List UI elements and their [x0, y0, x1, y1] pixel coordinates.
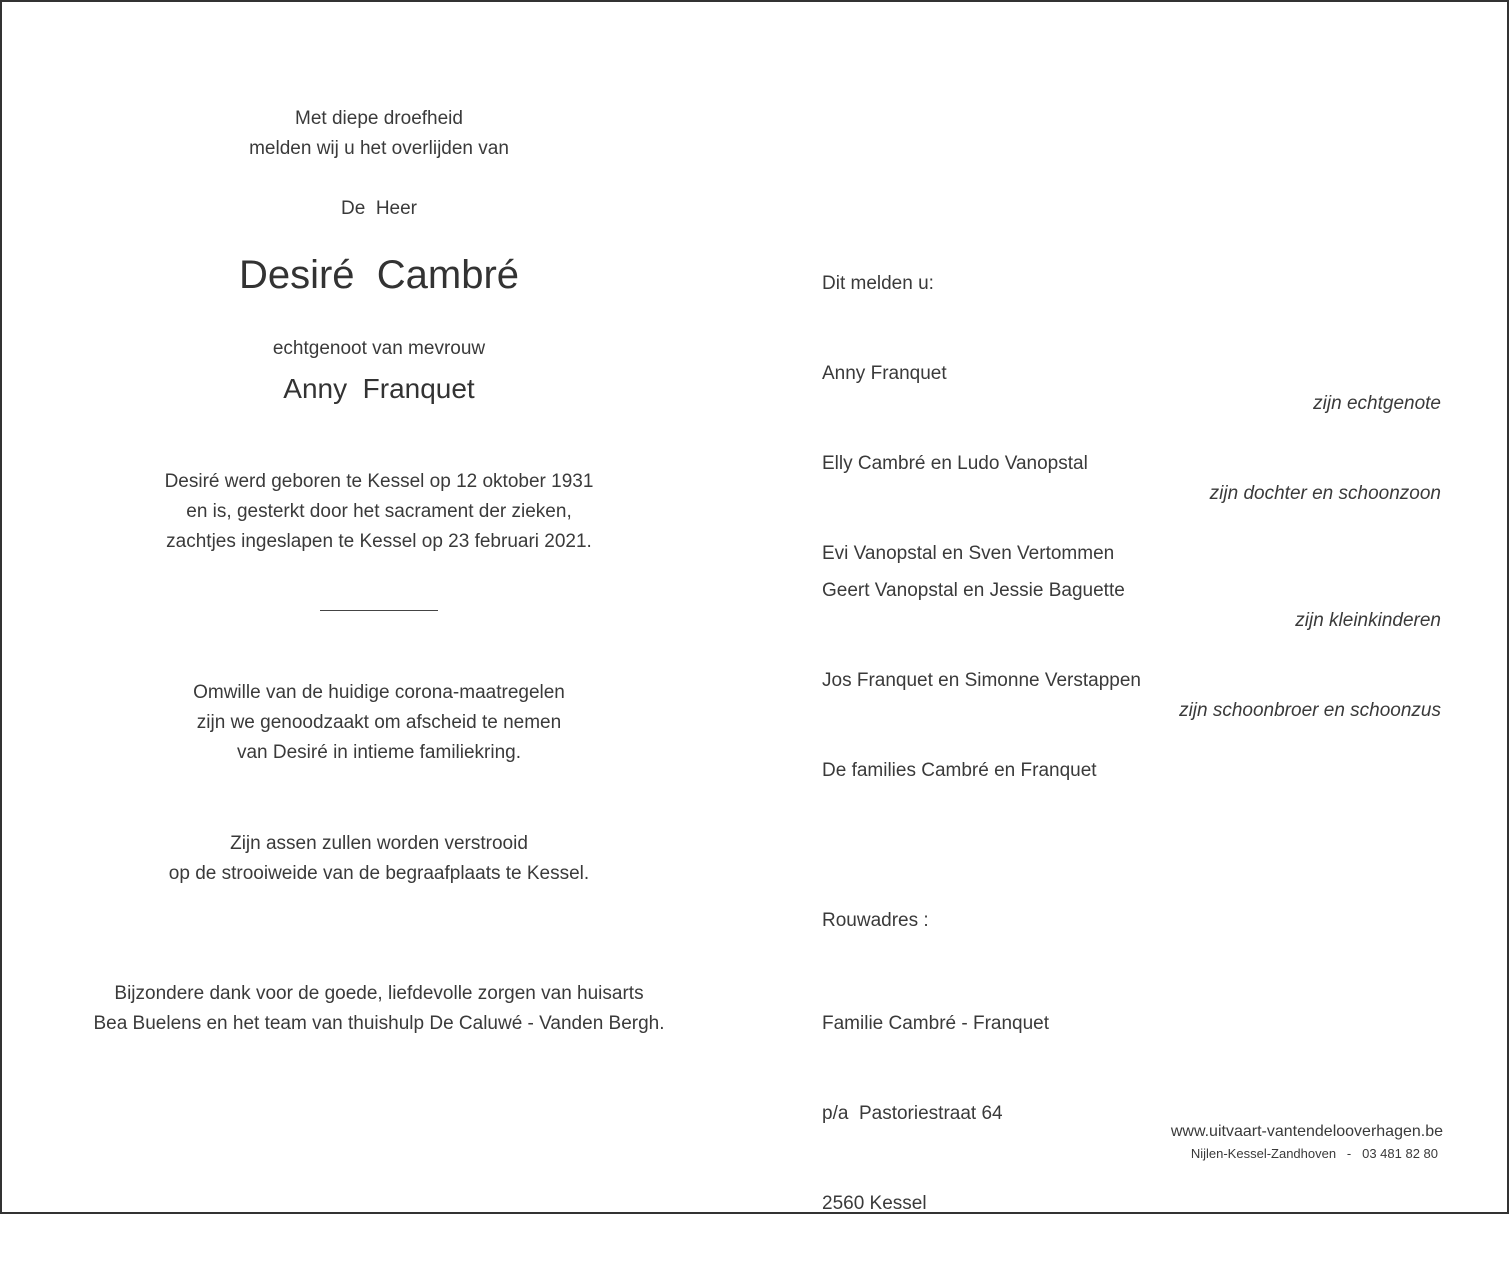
corona-line: van Desiré in intieme familiekring. [236, 742, 522, 763]
birth-death-line: en is, gesterkt door het sacrament der zieken, [186, 501, 572, 522]
thanks-text [2, 979, 756, 1039]
family-relation: zijn kleinkinderen [1295, 610, 1441, 631]
family-relation: zijn schoonbroer en schoonzus [1179, 700, 1441, 721]
spouse-intro: echtgenoot van mevrouw [272, 338, 486, 359]
corona-notice [2, 678, 756, 768]
address-line: p/a Pastoriestraat 64 [822, 1103, 1003, 1124]
ashes-notice [2, 829, 756, 889]
family-name: Jos Franquet en Simonne Verstappen [822, 670, 1141, 691]
thanks-line: Bijzondere dank voor de goede, liefdevolle zorgen van huisarts [114, 983, 644, 1004]
funeral-home-website[interactable]: www.uitvaart-vantendelooverhagen.be [1170, 1123, 1443, 1140]
birth-death-line: zachtjes ingeslapen te Kessel op 23 februari 2021. [166, 531, 592, 552]
intro-line: melden wij u het overlijden van [249, 138, 509, 159]
family-name: Anny Franquet [822, 363, 947, 384]
spouse-name: Anny Franquet [283, 373, 475, 404]
corona-line: zijn we genoodzaakt om afscheid te nemen [196, 712, 562, 733]
family-name: Geert Vanopstal en Jessie Baguette [822, 580, 1125, 601]
intro-line: Met diepe droefheid [295, 108, 463, 129]
family-name: De families Cambré en Franquet [822, 760, 1097, 781]
address-line: Familie Cambré - Franquet [822, 1013, 1050, 1034]
birth-death-text [2, 467, 756, 557]
ashes-line: op de strooiweide van de begraafplaats te Kessel. [168, 863, 590, 884]
family-relation: zijn dochter en schoonzoon [1209, 483, 1441, 504]
thanks-line: Bea Buelens en het team van thuishulp De Caluwé - Vanden Bergh. [93, 1013, 665, 1034]
birth-death-line: Desiré werd geboren te Kessel op 12 oktober 1931 [164, 471, 594, 492]
address-line: 2560 Kessel [822, 1193, 927, 1214]
ashes-line: Zijn assen zullen worden verstrooid [230, 833, 528, 854]
funeral-home-info: Nijlen-Kessel-Zandhoven - 03 481 82 80 [1190, 1146, 1438, 1161]
family-relation: zijn echtgenote [1313, 393, 1441, 414]
divider-line [320, 610, 438, 611]
honorific: De Heer [340, 198, 418, 219]
intro-text [2, 104, 756, 164]
announce-label: Dit melden u: [822, 273, 934, 294]
family-name: Evi Vanopstal en Sven Vertommen [822, 543, 1115, 564]
corona-line: Omwille van de huidige corona-maatregelen [193, 682, 565, 703]
address-label: Rouwadres : [822, 910, 929, 931]
deceased-name: Desiré Cambré [238, 253, 520, 297]
address-block [822, 949, 1049, 1279]
family-name: Elly Cambré en Ludo Vanopstal [822, 453, 1088, 474]
